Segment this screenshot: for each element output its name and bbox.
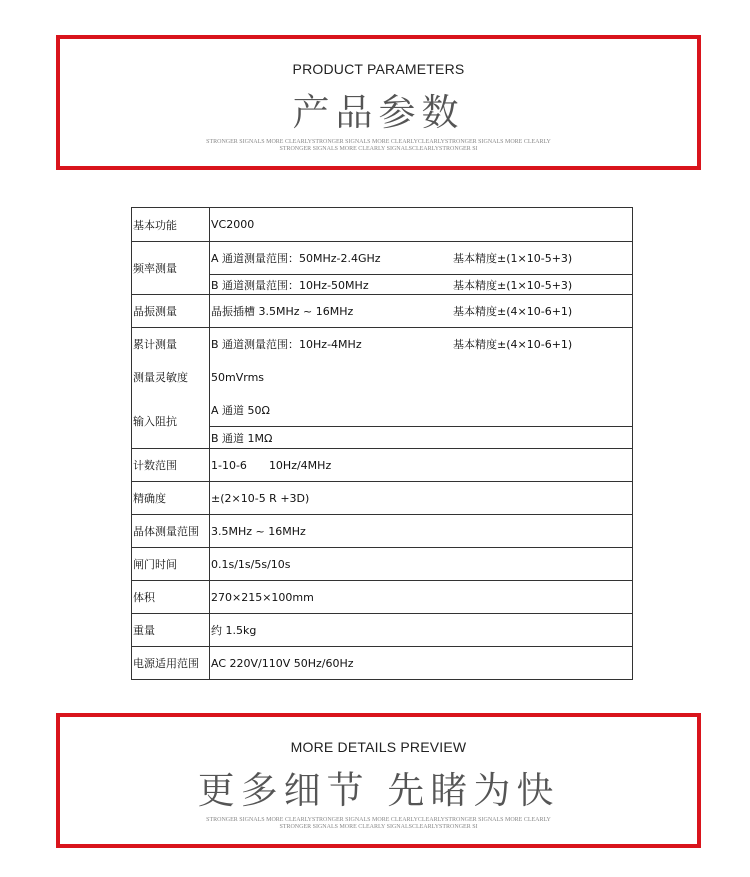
value-crystal (210, 295, 633, 328)
product-parameters-banner (56, 35, 701, 170)
label-precision: 精确度 (132, 482, 210, 515)
table-row (132, 548, 633, 581)
banner-tagline-line-2: STRONGER SIGNALS MORE CLEARLY SIGNALSCLEARLYSTRONGER SI (279, 824, 478, 830)
label-basic-function: 基本功能 (132, 208, 210, 242)
crystal-range: 晶振插槽 3.5MHz ~ 16MHz (211, 305, 354, 318)
table-row (132, 449, 633, 482)
table-row (132, 361, 633, 394)
count-range-value-1: 1-10-6 (211, 458, 247, 472)
banner-title-zh: 产品参数 (292, 91, 465, 134)
banner-tagline-line-1: STRONGER SIGNALS MORE CLEARLYSTRONGER SIGNALS MORE CLEARLYCLEARLYSTRONGER SIGNALS MORE CLEARLY (206, 139, 551, 145)
label-gate-time: 闸门时间 (132, 548, 210, 581)
value-impedance-b: B 通道 1MΩ (210, 427, 633, 449)
banner-tagline-line-1: STRONGER SIGNALS MORE CLEARLYSTRONGER SIGNALS MORE CLEARLYCLEARLYSTRONGER SIGNALS MORE CLEARLY (206, 817, 551, 823)
frequency-a-range: A 通道测量范围：50MHz-2.4GHz (211, 252, 381, 265)
table-row (132, 581, 633, 614)
table-row (132, 647, 633, 680)
value-weight: 约 1.5kg (210, 614, 633, 647)
value-power: AC 220V/110V 50Hz/60Hz (210, 647, 633, 680)
value-basic-function: VC2000 (210, 208, 633, 242)
value-count-range (210, 449, 633, 482)
banner-tagline-line-2: STRONGER SIGNALS MORE CLEARLY SIGNALSCLEARLYSTRONGER SI (279, 146, 478, 152)
banner-title-zh: 更多细节 先睹为快 (197, 769, 560, 812)
label-weight: 重量 (132, 614, 210, 647)
table-row (132, 328, 633, 361)
value-totalize (210, 328, 633, 361)
value-frequency-b (210, 275, 633, 295)
totalize-accuracy: 基本精度±(4×10-6+1) (453, 338, 573, 352)
label-volume: 体积 (132, 581, 210, 614)
count-range-value-2: 10Hz/4MHz (268, 458, 332, 472)
label-count-range: 计数范围 (132, 449, 210, 482)
label-impedance: 输入阻抗 (132, 394, 210, 449)
banner-tagline (60, 139, 697, 153)
value-precision: ±(2×10-5 R +3D) (210, 482, 633, 515)
value-crystal-range: 3.5MHz ~ 16MHz (210, 515, 633, 548)
table-row (132, 614, 633, 647)
label-frequency: 频率测量 (132, 242, 210, 295)
table-row (132, 482, 633, 515)
frequency-a-accuracy: 基本精度±(1×10-5+3) (453, 252, 573, 265)
label-sensitivity: 测量灵敏度 (132, 361, 210, 394)
more-details-banner (56, 713, 701, 848)
value-volume: 270×215×100mm (210, 581, 633, 614)
label-crystal-range: 晶体测量范围 (132, 515, 210, 548)
table-row (132, 242, 633, 275)
frequency-b-accuracy: 基本精度±(1×10-5+3) (453, 278, 573, 292)
value-impedance-a: A 通道 50Ω (210, 394, 633, 427)
label-power: 电源适用范围 (132, 647, 210, 680)
banner-tagline (60, 817, 697, 831)
totalize-range: B 通道测量范围：10Hz-4MHz (211, 338, 362, 352)
value-gate-time: 0.1s/1s/5s/10s (210, 548, 633, 581)
frequency-b-range: B 通道测量范围：10Hz-50MHz (211, 278, 369, 292)
label-crystal: 晶振测量 (132, 295, 210, 328)
value-sensitivity: 50mVrms (210, 361, 633, 394)
label-totalize: 累计测量 (132, 328, 210, 361)
spec-table (131, 207, 633, 680)
table-row (132, 394, 633, 427)
banner-title-en: MORE DETAILS PREVIEW (290, 739, 467, 755)
table-row (132, 295, 633, 328)
crystal-accuracy: 基本精度±(4×10-6+1) (453, 305, 573, 318)
table-row (132, 208, 633, 242)
value-frequency-a (210, 242, 633, 275)
table-row (132, 515, 633, 548)
banner-title-en: PRODUCT PARAMETERS (292, 61, 465, 77)
